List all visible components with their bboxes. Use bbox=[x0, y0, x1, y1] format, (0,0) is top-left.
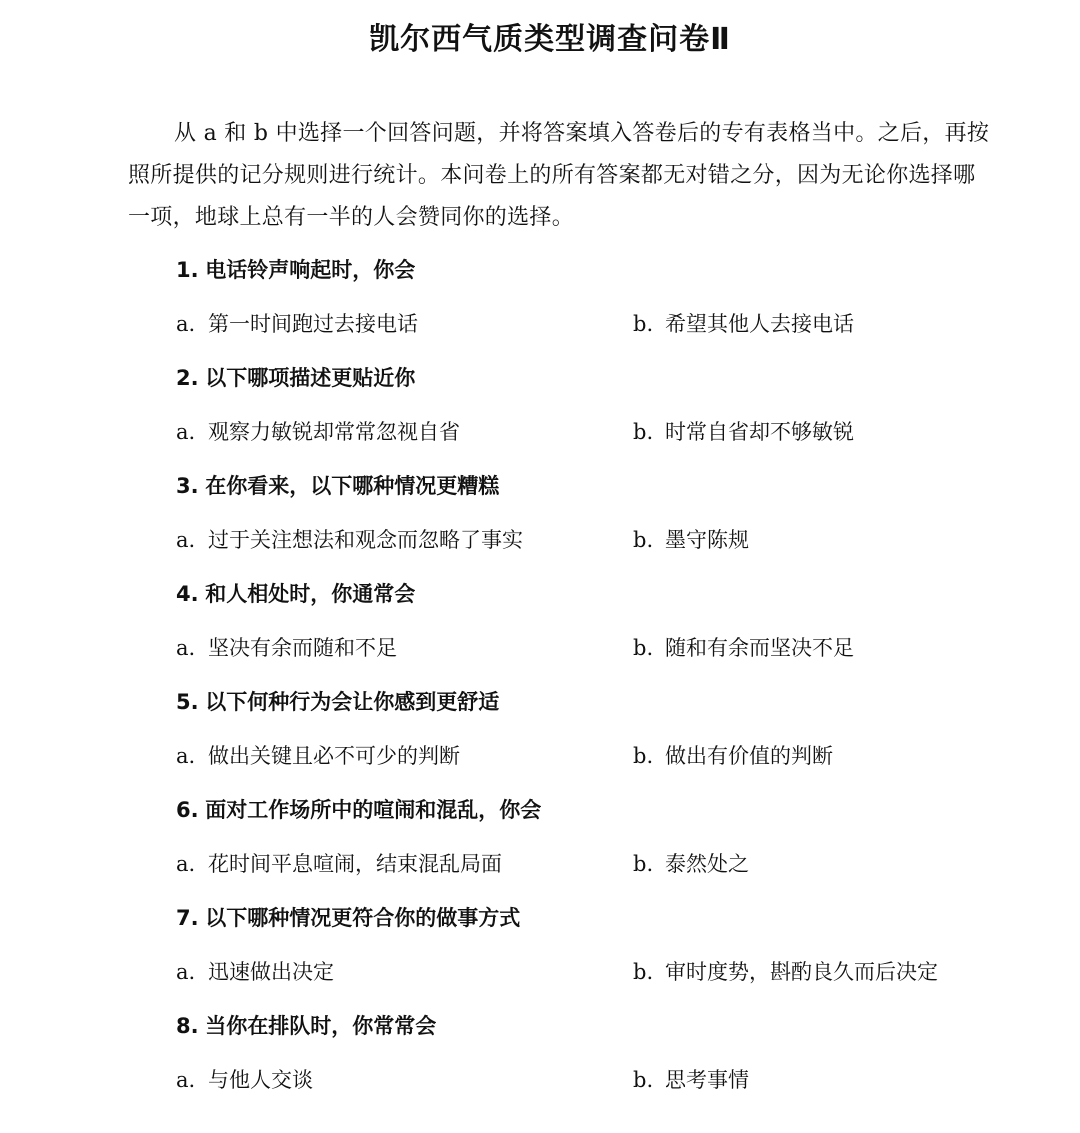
question-number: 4. bbox=[176, 582, 199, 606]
option-b bbox=[633, 952, 938, 992]
question-1 bbox=[176, 250, 1036, 290]
answers-2 bbox=[176, 412, 1036, 452]
question-number: 2. bbox=[176, 366, 199, 390]
option-letter: b. bbox=[633, 636, 654, 660]
question-text: 电话铃声响起时，你会 bbox=[205, 258, 416, 282]
option-letter: b. bbox=[633, 528, 654, 552]
answers-3 bbox=[176, 520, 1036, 560]
question-text: 和人相处时，你通常会 bbox=[205, 582, 416, 606]
question-text: 面对工作场所中的喧闹和混乱，你会 bbox=[205, 798, 542, 822]
option-text: 坚决有余而随和不足 bbox=[208, 636, 397, 660]
option-b bbox=[633, 412, 854, 452]
option-text: 墨守陈规 bbox=[665, 528, 749, 552]
question-text: 以下哪种情况更符合你的做事方式 bbox=[205, 906, 521, 930]
option-b bbox=[633, 844, 749, 884]
question-number: 1. bbox=[176, 258, 199, 282]
question-text: 在你看来，以下哪种情况更糟糕 bbox=[205, 474, 500, 498]
option-b bbox=[633, 628, 854, 668]
intro-paragraph: 从 a 和 b 中选择一个回答问题，并将答案填入答卷后的专有表格当中。之后，再按照所提供的记分规则进行统计。本问卷上的所有答案都无对错之分，因为无论你选择哪一项，地球上总有一半的人会赞同你的选择。 bbox=[128, 121, 990, 230]
option-text: 做出有价值的判断 bbox=[665, 744, 833, 768]
question-text: 以下何种行为会让你感到更舒适 bbox=[205, 690, 500, 714]
option-a bbox=[176, 736, 460, 776]
question-number: 6. bbox=[176, 798, 199, 822]
option-letter: b. bbox=[633, 420, 654, 444]
question-text: 以下哪项描述更贴近你 bbox=[205, 366, 416, 390]
option-a bbox=[176, 520, 523, 560]
question-3 bbox=[176, 466, 1036, 506]
option-text: 时常自省却不够敏锐 bbox=[665, 420, 854, 444]
option-a bbox=[176, 628, 397, 668]
option-letter: b. bbox=[633, 960, 654, 984]
option-letter: a. bbox=[176, 528, 196, 552]
question-5 bbox=[176, 682, 1036, 722]
option-text: 泰然处之 bbox=[665, 852, 749, 876]
option-a bbox=[176, 844, 502, 884]
question-4 bbox=[176, 574, 1036, 614]
question-7 bbox=[176, 898, 1036, 938]
option-text: 思考事情 bbox=[665, 1068, 749, 1092]
question-number: 5. bbox=[176, 690, 199, 714]
question-2 bbox=[176, 358, 1036, 398]
page-title: 凯尔西气质类型调查问卷Ⅱ bbox=[369, 22, 731, 57]
option-a bbox=[176, 412, 460, 452]
answers-8 bbox=[176, 1060, 1036, 1100]
question-6 bbox=[176, 790, 1036, 830]
question-text: 当你在排队时，你常常会 bbox=[205, 1014, 437, 1038]
option-letter: a. bbox=[176, 852, 196, 876]
option-text: 观察力敏锐却常常忽视自省 bbox=[208, 420, 460, 444]
option-text: 第一时间跑过去接电话 bbox=[208, 312, 418, 336]
option-letter: a. bbox=[176, 1068, 196, 1092]
option-a bbox=[176, 304, 418, 344]
option-letter: b. bbox=[633, 744, 654, 768]
option-b bbox=[633, 736, 833, 776]
option-letter: a. bbox=[176, 960, 196, 984]
option-text: 花时间平息喧闹，结束混乱局面 bbox=[208, 852, 502, 876]
question-8 bbox=[176, 1006, 1036, 1046]
option-letter: a. bbox=[176, 312, 196, 336]
option-text: 迅速做出决定 bbox=[208, 960, 334, 984]
option-letter: b. bbox=[633, 1068, 654, 1092]
option-a bbox=[176, 1060, 313, 1100]
option-text: 随和有余而坚决不足 bbox=[665, 636, 854, 660]
question-number: 3. bbox=[176, 474, 199, 498]
option-text: 与他人交谈 bbox=[208, 1068, 313, 1092]
question-number: 7. bbox=[176, 906, 199, 930]
answers-7 bbox=[176, 952, 1036, 992]
answers-5 bbox=[176, 736, 1036, 776]
question-number: 8. bbox=[176, 1014, 199, 1038]
option-letter: a. bbox=[176, 636, 196, 660]
answers-4 bbox=[176, 628, 1036, 668]
option-text: 审时度势，斟酌良久而后决定 bbox=[665, 960, 938, 984]
option-b bbox=[633, 1060, 749, 1100]
option-a bbox=[176, 952, 334, 992]
answers-1 bbox=[176, 304, 1036, 344]
option-letter: b. bbox=[633, 852, 654, 876]
answers-6 bbox=[176, 844, 1036, 884]
option-text: 做出关键且必不可少的判断 bbox=[208, 744, 460, 768]
option-b bbox=[633, 520, 749, 560]
option-letter: b. bbox=[633, 312, 654, 336]
option-b bbox=[633, 304, 854, 344]
option-text: 希望其他人去接电话 bbox=[665, 312, 854, 336]
option-text: 过于关注想法和观念而忽略了事实 bbox=[208, 528, 523, 552]
option-letter: a. bbox=[176, 420, 196, 444]
option-letter: a. bbox=[176, 744, 196, 768]
